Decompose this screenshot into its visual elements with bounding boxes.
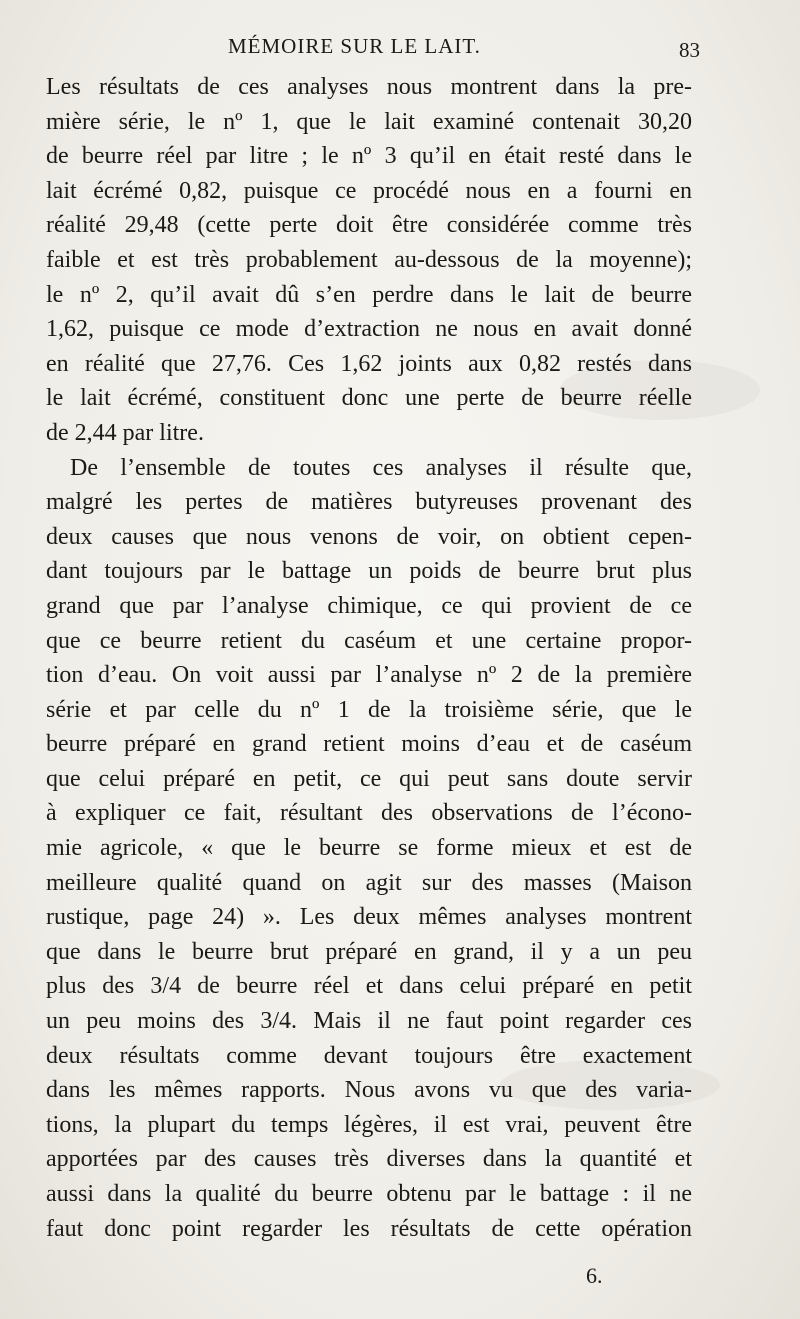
text-line: meilleure qualité quand on agit sur des masses (Maison	[46, 869, 692, 896]
text-line: le lait écrémé, constituent donc une perte de beurre réelle	[46, 385, 692, 412]
text-line: de beurre réel par litre ; le nº 3 qu’il en était resté dans le	[46, 143, 692, 170]
text-line: grand que par l’analyse chimique, ce qui provient de ce	[46, 592, 692, 619]
body-text	[46, 70, 692, 1246]
text-line: que dans le beurre brut préparé en grand, il y a un peu	[46, 938, 692, 965]
text-line: de 2,44 par litre.	[46, 419, 204, 446]
text-line: à expliquer ce fait, résultant des observations de l’écono-	[46, 800, 692, 827]
running-header	[48, 28, 700, 62]
text-line: série et par celle du nº 1 de la troisième série, que le	[46, 696, 692, 723]
text-line: plus des 3/4 de beurre réel et dans celui préparé en petit	[46, 973, 692, 1000]
text-line: mie agricole, « que le beurre se forme mieux et est de	[46, 835, 692, 862]
signature-mark: 6.	[586, 1263, 603, 1288]
text-line: réalité 29,48 (cette perte doit être considérée comme très	[46, 212, 692, 239]
text-line: faut donc point regarder les résultats de cette opération	[46, 1215, 692, 1242]
text-line: De l’ensemble de toutes ces analyses il résulte que,	[70, 454, 692, 481]
text-line: faible et est très probablement au-dessous de la moyenne);	[46, 246, 692, 273]
text-line: 1,62, puisque ce mode d’extraction ne nous en avait donné	[46, 316, 692, 343]
page-number: 83	[679, 38, 700, 62]
text-line: Les résultats de ces analyses nous montrent dans la pre-	[46, 74, 692, 100]
text-line: aussi dans la qualité du beurre obtenu par le battage : il ne	[46, 1181, 692, 1207]
text-line: tions, la plupart du temps légères, il est vrai, peuvent être	[46, 1111, 692, 1138]
text-line: un peu moins des 3/4. Mais il ne faut point regarder ces	[46, 1008, 692, 1035]
text-line: tion d’eau. On voit aussi par l’analyse nº 2 de la première	[46, 662, 692, 689]
paragraph-2	[46, 451, 692, 1247]
text-line: deux causes que nous venons de voir, on obtient cepen-	[46, 523, 692, 550]
text-line: malgré les pertes de matières butyreuses provenant des	[46, 489, 692, 516]
text-line: beurre préparé en grand retient moins d’eau et de caséum	[46, 731, 692, 758]
text-line: en réalité que 27,76. Ces 1,62 joints aux 0,82 restés dans	[46, 350, 692, 377]
running-title: MÉMOIRE SUR LE LAIT.	[228, 34, 481, 58]
text-line: que ce beurre retient du caséum et une certaine propor-	[46, 627, 692, 654]
text-line: que celui préparé en petit, ce qui peut sans doute servir	[46, 765, 692, 792]
text-line: le nº 2, qu’il avait dû s’en perdre dans le lait de beurre	[46, 281, 692, 308]
paragraph-1	[46, 70, 692, 451]
text-line: mière série, le nº 1, que le lait examiné contenait 30,20	[46, 108, 692, 135]
text-line: deux résultats comme devant toujours être exactement	[46, 1042, 692, 1069]
text-line: rustique, page 24) ». Les deux mêmes analyses montrent	[46, 904, 692, 931]
text-line: apportées par des causes très diverses dans la quantité et	[46, 1146, 692, 1173]
text-line: dant toujours par le battage un poids de beurre brut plus	[46, 558, 692, 585]
text-line: lait écrémé 0,82, puisque ce procédé nous en a fourni en	[46, 177, 692, 204]
text-line: dans les mêmes rapports. Nous avons vu que des varia-	[46, 1077, 692, 1104]
